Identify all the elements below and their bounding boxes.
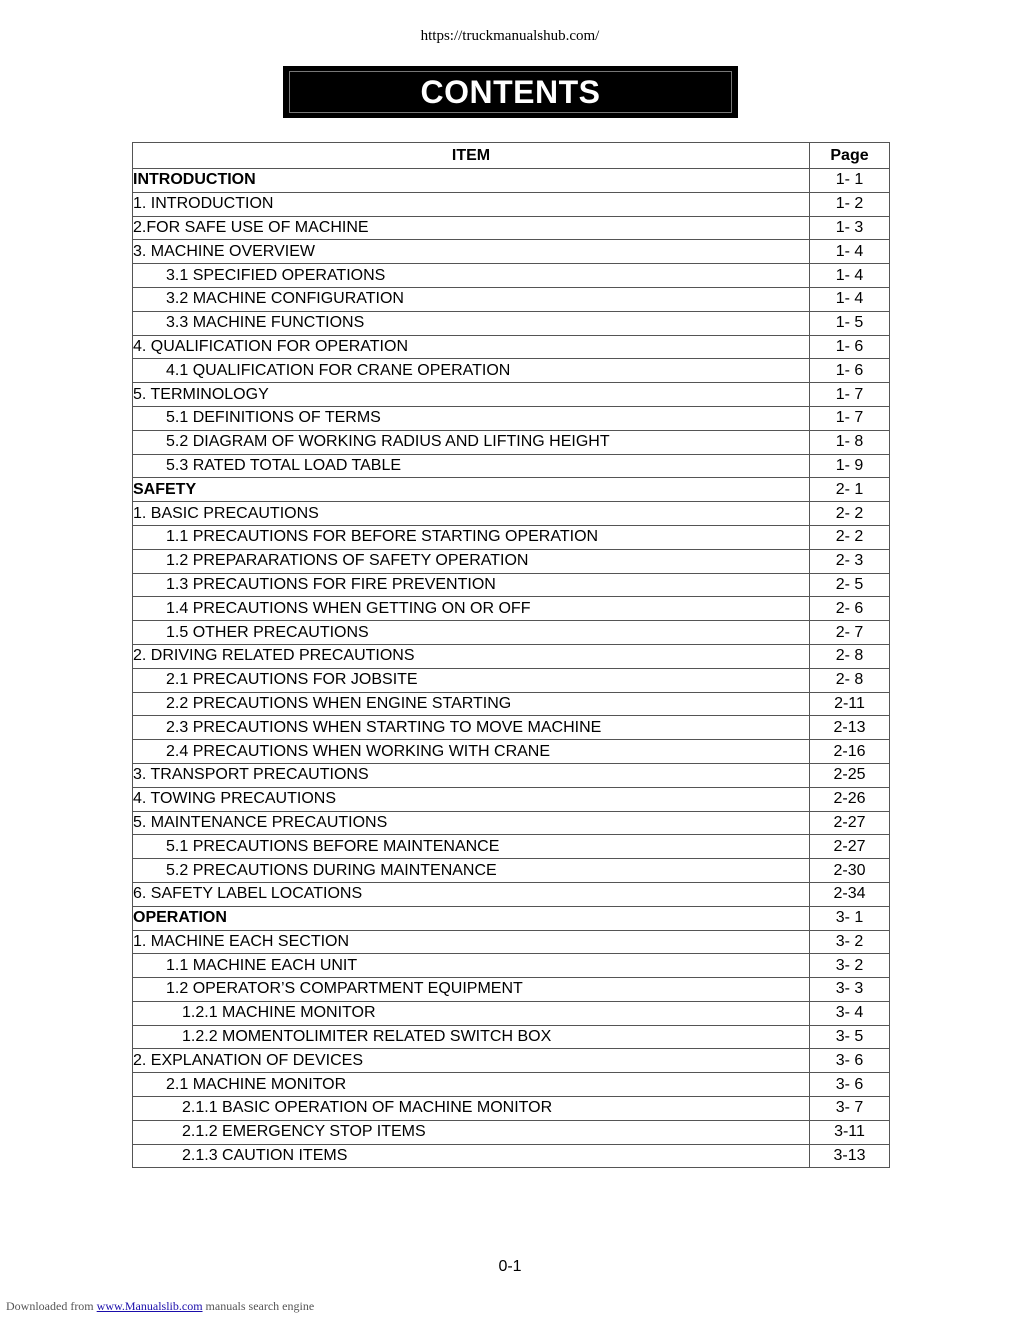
table-row[interactable] xyxy=(133,169,890,193)
toc-entry-page: 3- 5 xyxy=(810,1025,890,1049)
page-number: 0-1 xyxy=(498,1258,522,1275)
table-row[interactable] xyxy=(133,930,890,954)
table-row[interactable] xyxy=(133,192,890,216)
toc-entry-title: 2.2 PRECAUTIONS WHEN ENGINE STARTING xyxy=(133,692,810,716)
toc-entry-title: 4. TOWING PRECAUTIONS xyxy=(133,787,810,811)
toc-entry-title: 3.2 MACHINE CONFIGURATION xyxy=(133,287,810,311)
toc-entry-page: 2- 1 xyxy=(810,478,890,502)
section-heading: INTRODUCTION xyxy=(133,169,810,193)
table-row[interactable] xyxy=(133,978,890,1002)
table-row[interactable] xyxy=(133,740,890,764)
toc-entry-title: 1. BASIC PRECAUTIONS xyxy=(133,502,810,526)
table-row[interactable] xyxy=(133,692,890,716)
table-row[interactable] xyxy=(133,1120,890,1144)
toc-entry-page: 3- 2 xyxy=(810,954,890,978)
table-row[interactable] xyxy=(133,549,890,573)
table-row[interactable] xyxy=(133,859,890,883)
toc-entry-title: 5.1 PRECAUTIONS BEFORE MAINTENANCE xyxy=(133,835,810,859)
toc-entry-title: 5.1 DEFINITIONS OF TERMS xyxy=(133,406,810,430)
toc-entry-page: 2-25 xyxy=(810,763,890,787)
table-row[interactable] xyxy=(133,954,890,978)
toc-entry-title: 4.1 QUALIFICATION FOR CRANE OPERATION xyxy=(133,359,810,383)
toc-entry-page: 3- 6 xyxy=(810,1073,890,1097)
table-row[interactable] xyxy=(133,216,890,240)
toc-entry-title: 1. INTRODUCTION xyxy=(133,192,810,216)
toc-entry-title: 5.2 DIAGRAM OF WORKING RADIUS AND LIFTING HEIGHT xyxy=(133,430,810,454)
table-row[interactable] xyxy=(133,1025,890,1049)
table-row[interactable] xyxy=(133,430,890,454)
toc-entry-page: 1- 4 xyxy=(810,287,890,311)
table-row[interactable] xyxy=(133,787,890,811)
section-heading: SAFETY xyxy=(133,478,810,502)
item-column-header: ITEM xyxy=(133,143,810,169)
table-row[interactable] xyxy=(133,668,890,692)
table-row[interactable] xyxy=(133,621,890,645)
toc-entry-title: 1.4 PRECAUTIONS WHEN GETTING ON OR OFF xyxy=(133,597,810,621)
toc-entry-page: 2- 2 xyxy=(810,525,890,549)
table-row[interactable] xyxy=(133,359,890,383)
table-row[interactable] xyxy=(133,264,890,288)
toc-entry-title: 1.2 OPERATOR’S COMPARTMENT EQUIPMENT xyxy=(133,978,810,1002)
toc-entry-page: 1- 4 xyxy=(810,240,890,264)
contents-title-banner xyxy=(283,66,738,118)
toc-entry-title: 2.1 MACHINE MONITOR xyxy=(133,1073,810,1097)
toc-entry-title: 5.2 PRECAUTIONS DURING MAINTENANCE xyxy=(133,859,810,883)
toc-entry-title: 2.1.2 EMERGENCY STOP ITEMS xyxy=(133,1120,810,1144)
table-row[interactable] xyxy=(133,597,890,621)
toc-entry-page: 1- 8 xyxy=(810,430,890,454)
toc-entry-page: 1- 6 xyxy=(810,335,890,359)
toc-entry-page: 2-11 xyxy=(810,692,890,716)
table-row[interactable] xyxy=(133,882,890,906)
contents-table xyxy=(132,142,890,1168)
table-row[interactable] xyxy=(133,906,890,930)
table-row[interactable] xyxy=(133,1073,890,1097)
table-row[interactable] xyxy=(133,1001,890,1025)
toc-entry-title: 5.3 RATED TOTAL LOAD TABLE xyxy=(133,454,810,478)
toc-entry-title: 2.1.3 CAUTION ITEMS xyxy=(133,1144,810,1168)
toc-entry-page: 2- 3 xyxy=(810,549,890,573)
table-row[interactable] xyxy=(133,335,890,359)
toc-entry-page: 1- 3 xyxy=(810,216,890,240)
download-notice xyxy=(6,1299,314,1314)
toc-entry-title: 3.1 SPECIFIED OPERATIONS xyxy=(133,264,810,288)
table-row[interactable] xyxy=(133,287,890,311)
table-row[interactable] xyxy=(133,502,890,526)
source-url: https://truckmanualshub.com/ xyxy=(420,28,600,44)
toc-entry-title: 2. DRIVING RELATED PRECAUTIONS xyxy=(133,644,810,668)
toc-entry-page: 3- 7 xyxy=(810,1097,890,1121)
toc-entry-title: 3.3 MACHINE FUNCTIONS xyxy=(133,311,810,335)
toc-entry-page: 2-26 xyxy=(810,787,890,811)
toc-entry-page: 2-30 xyxy=(810,859,890,883)
toc-entry-page: 2-27 xyxy=(810,811,890,835)
table-row[interactable] xyxy=(133,1097,890,1121)
toc-entry-page: 3- 4 xyxy=(810,1001,890,1025)
table-row[interactable] xyxy=(133,383,890,407)
table-row[interactable] xyxy=(133,478,890,502)
table-row[interactable] xyxy=(133,525,890,549)
toc-entry-page: 2- 7 xyxy=(810,621,890,645)
toc-entry-title: 2.4 PRECAUTIONS WHEN WORKING WITH CRANE xyxy=(133,740,810,764)
toc-entry-page: 2-13 xyxy=(810,716,890,740)
toc-entry-page: 1- 9 xyxy=(810,454,890,478)
toc-entry-title: 4. QUALIFICATION FOR OPERATION xyxy=(133,335,810,359)
toc-entry-page: 3-13 xyxy=(810,1144,890,1168)
table-row[interactable] xyxy=(133,716,890,740)
table-row[interactable] xyxy=(133,644,890,668)
toc-entry-page: 1- 6 xyxy=(810,359,890,383)
table-row[interactable] xyxy=(133,835,890,859)
table-row[interactable] xyxy=(133,1049,890,1073)
toc-entry-page: 2-27 xyxy=(810,835,890,859)
toc-entry-title: 1.1 MACHINE EACH UNIT xyxy=(133,954,810,978)
toc-entry-title: 3. MACHINE OVERVIEW xyxy=(133,240,810,264)
toc-entry-title: 5. TERMINOLOGY xyxy=(133,383,810,407)
toc-entry-title: 1.1 PRECAUTIONS FOR BEFORE STARTING OPERATION xyxy=(133,525,810,549)
page-title: CONTENTS xyxy=(289,71,732,113)
toc-entry-title: 1.2.1 MACHINE MONITOR xyxy=(133,1001,810,1025)
toc-entry-page: 3- 2 xyxy=(810,930,890,954)
toc-entry-page: 2- 2 xyxy=(810,502,890,526)
toc-entry-page: 2-34 xyxy=(810,882,890,906)
toc-entry-title: 2.FOR SAFE USE OF MACHINE xyxy=(133,216,810,240)
table-row[interactable] xyxy=(133,406,890,430)
toc-entry-title: 2.1 PRECAUTIONS FOR JOBSITE xyxy=(133,668,810,692)
toc-entry-title: 2.1.1 BASIC OPERATION OF MACHINE MONITOR xyxy=(133,1097,810,1121)
section-heading: OPERATION xyxy=(133,906,810,930)
toc-entry-page: 3- 1 xyxy=(810,906,890,930)
table-row[interactable] xyxy=(133,763,890,787)
toc-entry-page: 2- 6 xyxy=(810,597,890,621)
manualslib-link[interactable]: www.Manualslib.com xyxy=(96,1299,203,1313)
toc-entry-page: 2- 5 xyxy=(810,573,890,597)
toc-entry-title: 1.5 OTHER PRECAUTIONS xyxy=(133,621,810,645)
table-header-row xyxy=(133,143,890,169)
toc-entry-title: 3. TRANSPORT PRECAUTIONS xyxy=(133,763,810,787)
toc-entry-page: 2-16 xyxy=(810,740,890,764)
table-row[interactable] xyxy=(133,311,890,335)
page-column-header: Page xyxy=(810,143,890,169)
toc-entry-page: 1- 5 xyxy=(810,311,890,335)
toc-entry-page: 1- 7 xyxy=(810,383,890,407)
toc-entry-title: 1. MACHINE EACH SECTION xyxy=(133,930,810,954)
toc-entry-page: 3- 3 xyxy=(810,978,890,1002)
table-row[interactable] xyxy=(133,811,890,835)
toc-entry-title: 2. EXPLANATION OF DEVICES xyxy=(133,1049,810,1073)
table-row[interactable] xyxy=(133,1144,890,1168)
toc-entry-page: 1- 4 xyxy=(810,264,890,288)
table-row[interactable] xyxy=(133,573,890,597)
table-row[interactable] xyxy=(133,454,890,478)
toc-entry-page: 2- 8 xyxy=(810,644,890,668)
toc-entry-page: 1- 2 xyxy=(810,192,890,216)
toc-entry-title: 6. SAFETY LABEL LOCATIONS xyxy=(133,882,810,906)
toc-entry-title: 5. MAINTENANCE PRECAUTIONS xyxy=(133,811,810,835)
toc-entry-page: 1- 1 xyxy=(810,169,890,193)
toc-entry-title: 1.3 PRECAUTIONS FOR FIRE PREVENTION xyxy=(133,573,810,597)
toc-entry-page: 3-11 xyxy=(810,1120,890,1144)
table-row[interactable] xyxy=(133,240,890,264)
toc-entry-title: 2.3 PRECAUTIONS WHEN STARTING TO MOVE MACHINE xyxy=(133,716,810,740)
download-notice-suffix: manuals search engine xyxy=(202,1299,315,1313)
toc-entry-title: 1.2.2 MOMENTOLIMITER RELATED SWITCH BOX xyxy=(133,1025,810,1049)
download-notice-prefix: Downloaded from xyxy=(6,1299,97,1313)
toc-entry-page: 1- 7 xyxy=(810,406,890,430)
toc-entry-title: 1.2 PREPARARATIONS OF SAFETY OPERATION xyxy=(133,549,810,573)
contents-table-body xyxy=(133,169,890,1168)
toc-entry-page: 3- 6 xyxy=(810,1049,890,1073)
toc-entry-page: 2- 8 xyxy=(810,668,890,692)
